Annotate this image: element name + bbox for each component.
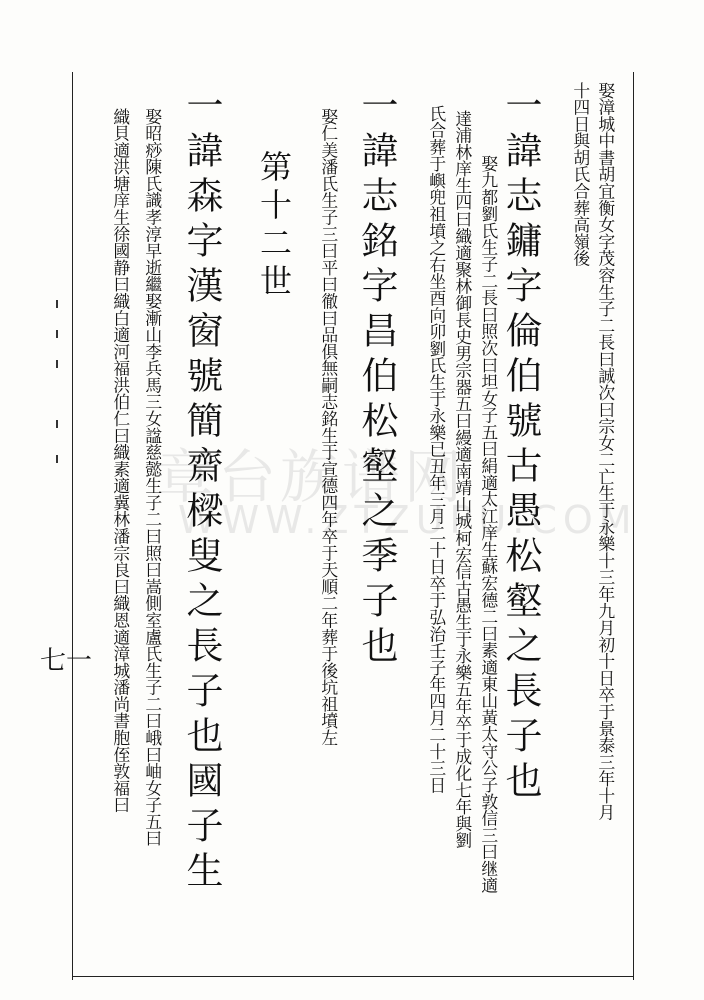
watermark-english: WWW.ZTZUPU.COM — [178, 498, 638, 542]
text-column-1: 娶漳城中書胡宜衡女字茂容生子二長曰誠次曰宗女二亡生于永樂十三年九月初十日卒于景泰三年十月 — [595, 82, 616, 821]
text-column-12: 織貝適洪塘庠生徐國静曰織白適河福洪伯仁曰織素適冀林潘宗良曰織恩適漳城潘尚書胞侄敦福曰 — [110, 108, 131, 814]
text-column-11: 娶昭痧陳氏識孝淳早逝繼娶漸山李兵馬三女諡慈懿生子二曰照曰嵩側室盧氏生子二曰峨曰岫女子五曰 — [142, 108, 163, 847]
entry-heading-zhiming: 一諱志銘字昌伯松壑之季子也 — [355, 86, 398, 671]
margin-tick — [56, 455, 58, 463]
text-column-4: 娶九都劉氏生子二長曰照次曰坦女子五曰絹適太江庠生蘇宏德二曰素適東山黃太守公子敦信三曰继適 — [478, 155, 499, 894]
watermark-chinese: 章台族谱网 — [156, 443, 467, 511]
text-column-5: 達浦林庠生四曰織適聚林御長史男宗器五曰縵適南靖山城柯宏信古愚生于永樂五年卒于成化七年與劉 — [452, 110, 473, 849]
margin-tick — [56, 420, 58, 428]
text-column-8: 娶仁美潘氏生子三曰平曰徹曰品俱無嗣志銘生于宣德四年卒于天順二年葬于後坑祖墳左 — [318, 108, 339, 747]
margin-tick — [56, 330, 58, 338]
text-column-2: 十四日與胡氏合葬高嶺後 — [570, 82, 591, 267]
entry-heading-sen: 一諱森字漢窗號簡齋樑叟之長子也國子生 — [180, 86, 223, 896]
frame-bottom-rule — [72, 976, 634, 977]
margin-tick — [56, 300, 58, 308]
generation-heading: 第十二世 — [255, 150, 293, 302]
page-number: 七一 — [40, 646, 93, 676]
text-column-6: 氏合葬于嶼兜祖墳之右坐酉向卯劉氏生于永樂已丑年三月二十日卒于弘治壬子年四月二十三日 — [426, 105, 447, 794]
margin-tick — [56, 360, 58, 368]
entry-heading-zhiyong: 一諱志鏞字倫伯號古愚松壑之長子也 — [499, 86, 542, 806]
